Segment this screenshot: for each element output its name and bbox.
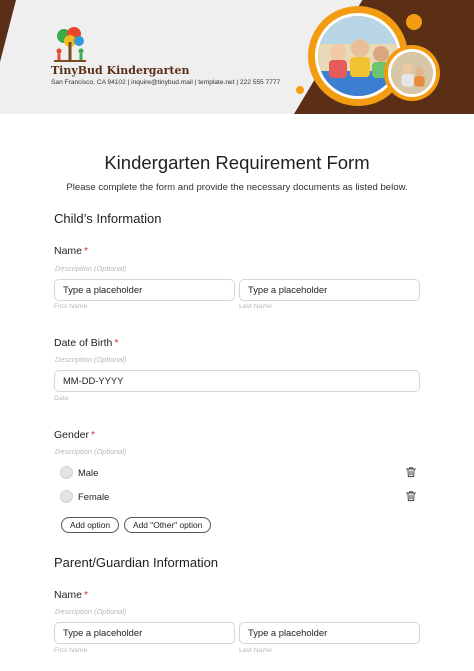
decorative-dot [406,14,422,30]
form-subtitle: Please complete the form and provide the necessary documents as listed below. [66,182,408,193]
parent-last-name-sublabel: Last Name [239,647,272,654]
gender-option-male[interactable] [60,464,98,480]
header-banner [0,0,474,114]
child-last-name-input[interactable]: Type a placeholder [239,279,420,301]
banner-corner-decoration [0,0,16,62]
parent-last-name-input[interactable]: Type a placeholder [239,622,420,644]
required-marker: * [114,337,119,349]
dob-label [54,337,118,349]
dob-sublabel: Date [54,395,69,402]
radio-button[interactable] [60,466,73,479]
gender-label-text: Gender [54,429,90,441]
dob-label-text: Date of Birth [54,337,113,349]
parent-name-label [54,589,88,601]
parent-first-name-sublabel: First Name [54,647,88,654]
trash-icon[interactable] [405,490,417,502]
child-name-label [54,245,88,257]
kids-photo-small-image [391,52,433,94]
child-name-label-text: Name [54,245,83,257]
gender-description: Description (Optional) [55,447,127,456]
gender-option-label: Female [78,490,110,502]
tree-logo-icon [50,26,90,66]
child-last-name-sublabel: Last Name [239,303,272,310]
parent-name-label-text: Name [54,589,83,601]
radio-button[interactable] [60,490,73,503]
dob-description: Description (Optional) [55,355,127,364]
brand-contact-info: San Francisco, CA 94102 | inquire@tinybud.mail | template.net | 222 555 7777 [51,79,281,86]
trash-icon[interactable] [405,466,417,478]
child-first-name-sublabel: First Name [54,303,88,310]
child-first-name-input[interactable]: Type a placeholder [54,279,235,301]
brand-name: TinyBud Kindergarten [51,64,190,77]
parent-first-name-input[interactable]: Type a placeholder [54,622,235,644]
required-marker: * [84,245,89,257]
gender-option-female[interactable] [60,488,109,504]
child-section-title: Child’s Information [54,211,162,226]
parent-section-title: Parent/Guardian Information [54,555,219,570]
dob-input[interactable]: MM-DD-YYYY [54,370,420,392]
gender-option-label: Male [78,466,99,478]
required-marker: * [84,589,89,601]
required-marker: * [91,429,96,441]
parent-name-description: Description (Optional) [55,607,127,616]
add-other-option-button[interactable]: Add "Other" option [124,517,211,533]
add-option-button[interactable]: Add option [61,517,119,533]
decorative-dot [296,86,304,94]
gender-label [54,429,95,441]
child-name-description: Description (Optional) [55,264,127,273]
form-title: Kindergarten Requirement Form [104,152,370,173]
kids-photo-small [384,45,440,101]
